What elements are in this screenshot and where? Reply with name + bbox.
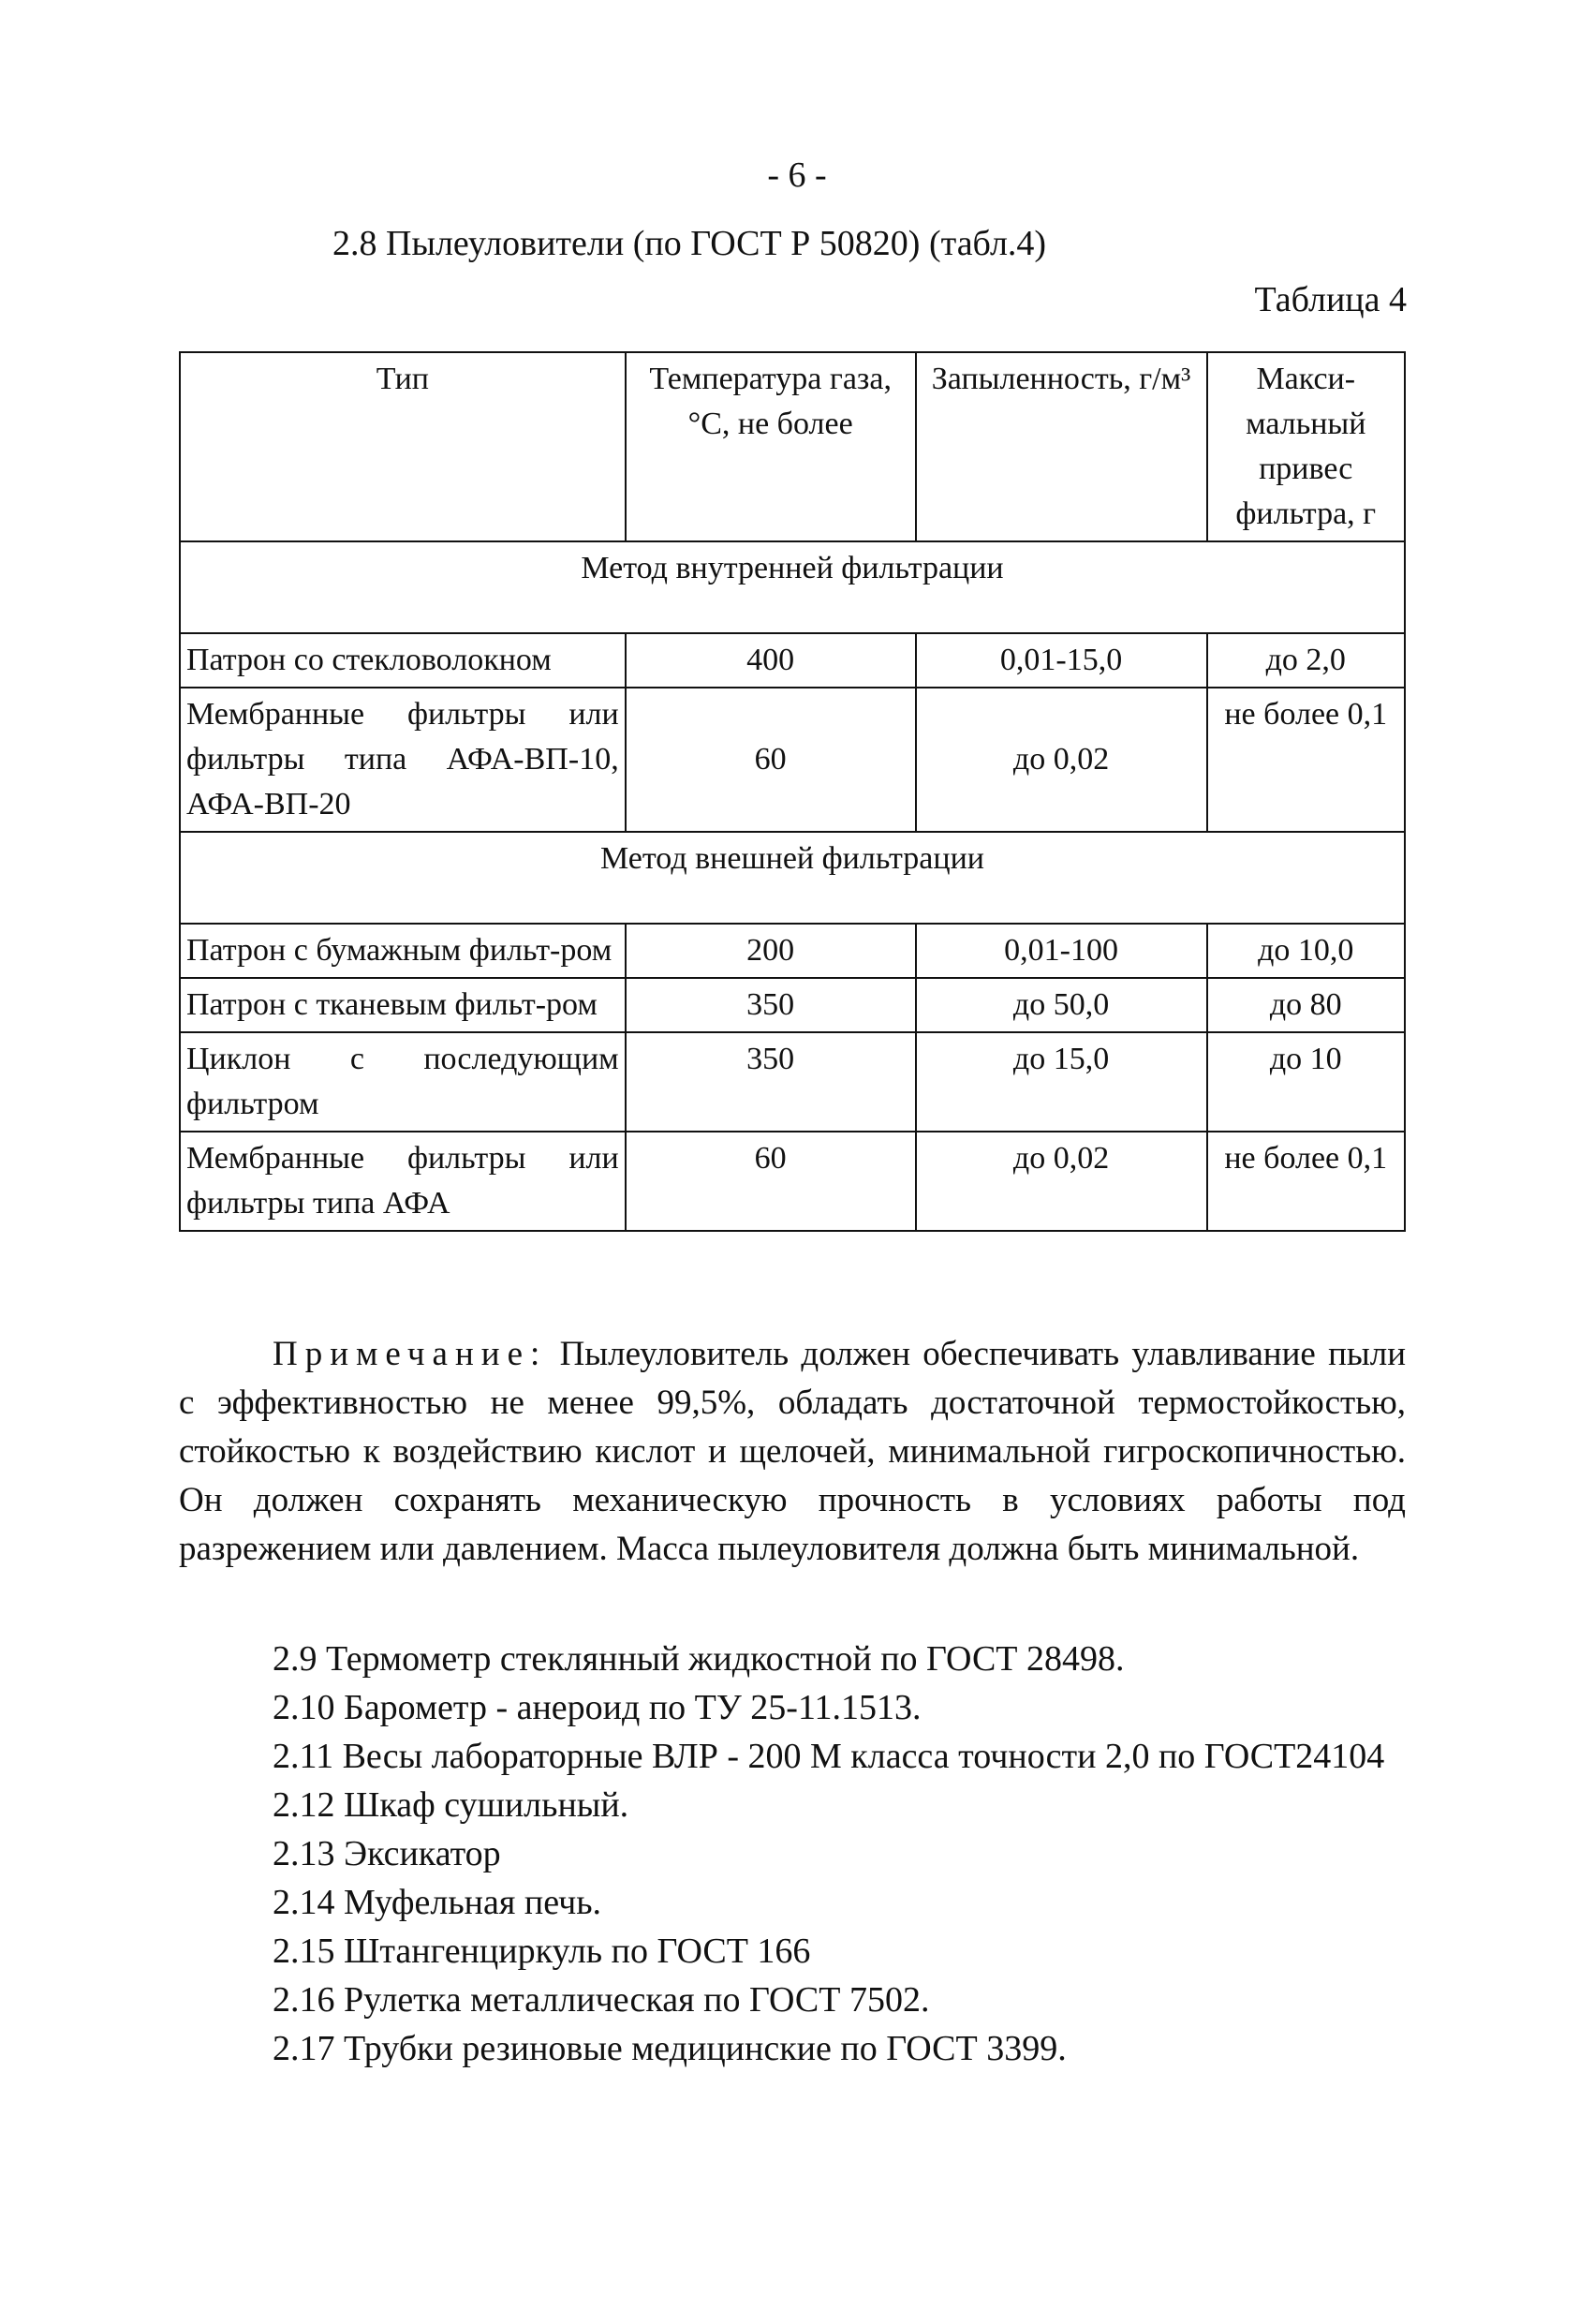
header-max-filter-gain: Макси-мальный привес фильтра, г <box>1207 352 1405 541</box>
list-item: 2.15 Штангенциркуль по ГОСТ 166 <box>273 1932 811 1971</box>
list-item: 2.10 Барометр - анероид по ТУ 25-11.1513. <box>273 1688 922 1727</box>
list-item: 2.11 Весы лабораторные ВЛР - 200 М класса точности 2,0 по ГОСТ24104 <box>273 1737 1385 1776</box>
table-group-row <box>180 541 1405 633</box>
cell-dust: до 0,02 <box>916 1132 1207 1231</box>
table-header-row <box>180 352 1405 541</box>
cell-dust: 0,01-100 <box>916 924 1207 978</box>
table-row <box>180 978 1405 1032</box>
cell-gain: до 80 <box>1207 978 1405 1032</box>
cell-temperature: 400 <box>626 633 916 688</box>
header-type: Тип <box>180 352 626 541</box>
cell-gain: не более 0,1 <box>1207 1132 1405 1231</box>
list-item: 2.17 Трубки резиновые медицинские по ГОСТ 3399. <box>273 2029 1067 2068</box>
cell-gain: до 10 <box>1207 1032 1405 1132</box>
group-title: Метод внутренней фильтрации <box>180 541 1405 633</box>
list-item: 2.13 Эксикатор <box>273 1834 501 1873</box>
table-row <box>180 633 1405 688</box>
header-dust-content: Запыленность, г/м³ <box>916 352 1207 541</box>
dust-collector-table <box>179 351 1406 1232</box>
cell-temperature: 350 <box>626 978 916 1032</box>
equipment-list <box>179 1635 1406 2073</box>
table-group-row <box>180 832 1405 924</box>
note-text: Пылеуловитель должен обеспечивать улавливание пыли с эффективностью не менее 99,5%, обладать достаточной термостойкостью, стойкостью к воздействию кислот и щелочей, минимальной гигроскопичностью. Он должен сохранять механическую прочность в условиях работы под разрежением или давлением. Масса пылеуловителя должна быть минимальной. <box>179 1335 1406 1568</box>
cell-type: Патрон с тканевым фильт-ром <box>180 978 626 1032</box>
cell-gain: не более 0,1 <box>1207 688 1405 832</box>
cell-temperature: 60 <box>626 1132 916 1231</box>
table-row <box>180 1032 1405 1132</box>
cell-type: Мембранные фильтры или фильтры типа АФА <box>180 1132 626 1231</box>
cell-dust: до 50,0 <box>916 978 1207 1032</box>
cell-gain: до 2,0 <box>1207 633 1405 688</box>
group-title: Метод внешней фильтрации <box>180 832 1405 924</box>
page-number: - 6 - <box>767 155 827 195</box>
list-item: 2.12 Шкаф сушильный. <box>273 1785 629 1825</box>
cell-type: Патрон с бумажным фильт-ром <box>180 924 626 978</box>
table-note <box>179 1330 1406 1574</box>
cell-temperature: 200 <box>626 924 916 978</box>
table-row <box>180 1132 1405 1231</box>
cell-dust: до 0,02 <box>916 688 1207 832</box>
cell-type: Мембранные фильтры или фильтры типа АФА-ВП-10, АФА-ВП-20 <box>180 688 626 832</box>
list-item: 2.14 Муфельная печь. <box>273 1883 602 1922</box>
cell-gain: до 10,0 <box>1207 924 1405 978</box>
cell-temperature: 60 <box>626 688 916 832</box>
cell-dust: 0,01-15,0 <box>916 633 1207 688</box>
table-row <box>180 924 1405 978</box>
cell-temperature: 350 <box>626 1032 916 1132</box>
section-title: 2.8 Пылеуловители (по ГОСТ Р 50820) (табл.4) <box>332 224 1047 263</box>
header-gas-temperature: Температура газа, °С, не более <box>626 352 916 541</box>
cell-type: Патрон со стекловолокном <box>180 633 626 688</box>
cell-dust: до 15,0 <box>916 1032 1207 1132</box>
list-item: 2.16 Рулетка металлическая по ГОСТ 7502. <box>273 1980 930 2020</box>
table-row <box>180 688 1405 832</box>
table-label: Таблица 4 <box>1254 280 1407 319</box>
list-item: 2.9 Термометр стеклянный жидкостной по ГОСТ 28498. <box>273 1639 1125 1679</box>
cell-type: Циклон с последующим фильтром <box>180 1032 626 1132</box>
note-label: Примечание: <box>273 1335 548 1373</box>
